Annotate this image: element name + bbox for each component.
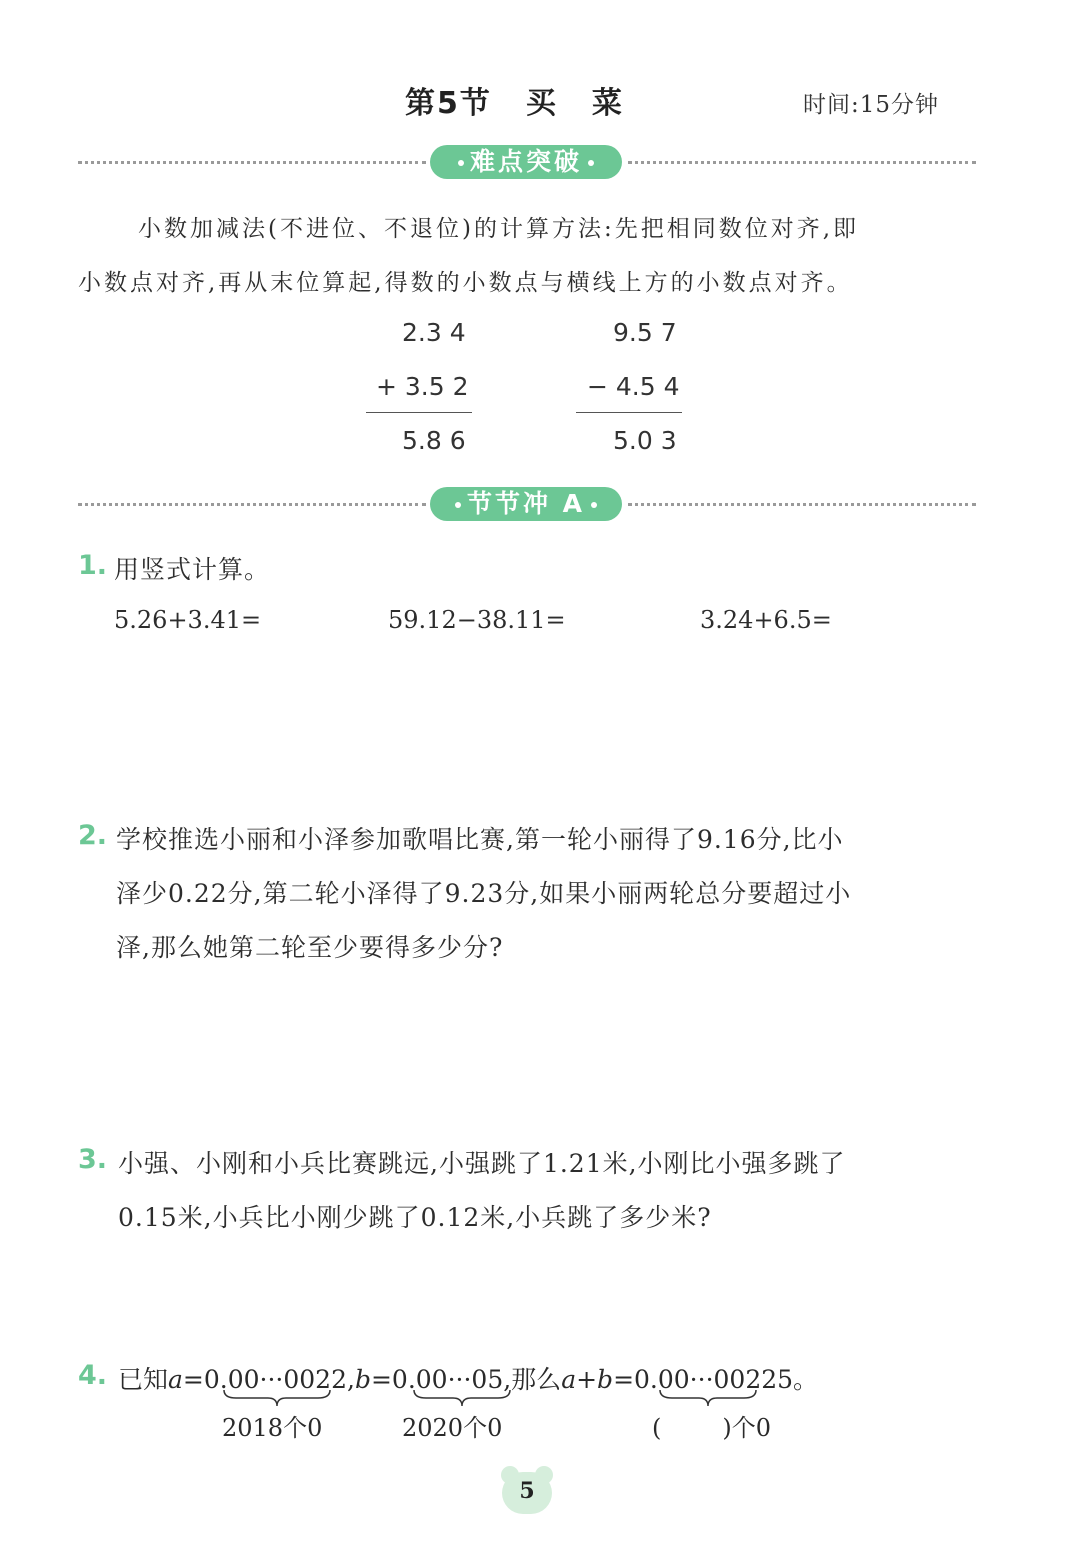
question-3-number: 3.: [78, 1144, 108, 1175]
question-3-line-1: 小强、小刚和小兵比赛跳远,小强跳了1.21米,小刚比小强多跳了: [118, 1149, 846, 1178]
question-1-number: 1.: [78, 550, 108, 581]
question-4-prefix: 已知: [118, 1365, 169, 1394]
section-badge: [430, 487, 622, 521]
time-limit: 时间:15分钟: [803, 92, 940, 118]
question-3-line-2: 0.15米,小兵比小刚少跳了0.12米,小兵跳了多少米?: [118, 1203, 712, 1232]
addition-second-operand: + 3.5 2: [376, 372, 469, 401]
page-number: 5: [519, 1478, 535, 1504]
dotted-rule-left: [78, 161, 426, 164]
question-2-line-3: 泽,那么她第二轮至少要得多少分?: [116, 933, 504, 962]
underbrace-sum: [658, 1388, 758, 1408]
subtraction-result: 5.0 3: [613, 426, 677, 455]
question-2-number: 2.: [78, 820, 108, 851]
question-4-value-b: =0.00···05,那么: [370, 1365, 562, 1394]
title-char-1: 买: [525, 86, 558, 121]
section-badge-label: 节节冲 A: [466, 489, 586, 518]
bullet-dot: [588, 160, 594, 166]
addition-top-operand: 2.3 4: [402, 318, 466, 347]
page-number-badge: [499, 1466, 555, 1516]
section-badge: [430, 145, 622, 179]
method-paragraph-line-2: 小数点对齐,再从末位算起,得数的小数点与横线上方的小数点对齐。: [78, 270, 853, 296]
section-number: 第5节: [405, 86, 492, 121]
section-divider-difficulty: [78, 142, 976, 182]
question-4-value-sum: =0.00···00225。: [613, 1365, 819, 1394]
underbrace-b: [412, 1388, 512, 1408]
addition-result: 5.8 6: [402, 426, 466, 455]
dotted-rule-left: [78, 503, 426, 506]
underbrace-a: [222, 1388, 332, 1408]
sum-variable-a: a: [561, 1365, 577, 1394]
subtraction-rule: [576, 412, 682, 413]
variable-b: b: [354, 1365, 371, 1394]
plus-sign: +: [576, 1365, 598, 1394]
variable-a: a: [168, 1365, 183, 1394]
question-1-expression-2: 59.12−38.11=: [388, 606, 566, 634]
underbrace-b-label: 2020个0: [402, 1414, 503, 1442]
underbrace-sum-answer-blank: ( )个0: [652, 1414, 772, 1442]
dotted-rule-right: [628, 503, 976, 506]
method-paragraph-line-1: 小数加减法(不进位、不退位)的计算方法:先把相同数位对齐,即: [138, 216, 860, 242]
addition-rule: [366, 412, 472, 413]
question-4-number: 4.: [78, 1360, 108, 1391]
title-char-2: 菜: [591, 86, 624, 121]
subtraction-top-operand: 9.5 7: [613, 318, 677, 347]
sum-variable-b: b: [597, 1365, 614, 1394]
bullet-dot: [458, 160, 464, 166]
question-1-expression-3: 3.24+6.5=: [700, 606, 832, 634]
question-4-value-a: =0.00···0022,: [182, 1365, 355, 1394]
question-2-line-2: 泽少0.22分,第二轮小泽得了9.23分,如果小丽两轮总分要超过小: [116, 879, 852, 908]
lesson-title: [405, 78, 624, 122]
subtraction-second-operand: − 4.5 4: [587, 372, 680, 401]
question-1-text: 用竖式计算。: [114, 555, 271, 584]
bullet-dot: [591, 502, 597, 508]
question-1-expression-1: 5.26+3.41=: [114, 606, 262, 634]
section-divider-practice: [78, 484, 976, 524]
underbrace-a-label: 2018个0: [222, 1414, 323, 1442]
bullet-dot: [455, 502, 461, 508]
dotted-rule-right: [628, 161, 976, 164]
question-2-line-1: 学校推选小丽和小泽参加歌唱比赛,第一轮小丽得了9.16分,比小: [116, 825, 844, 854]
section-badge-label: 难点突破: [469, 147, 582, 176]
